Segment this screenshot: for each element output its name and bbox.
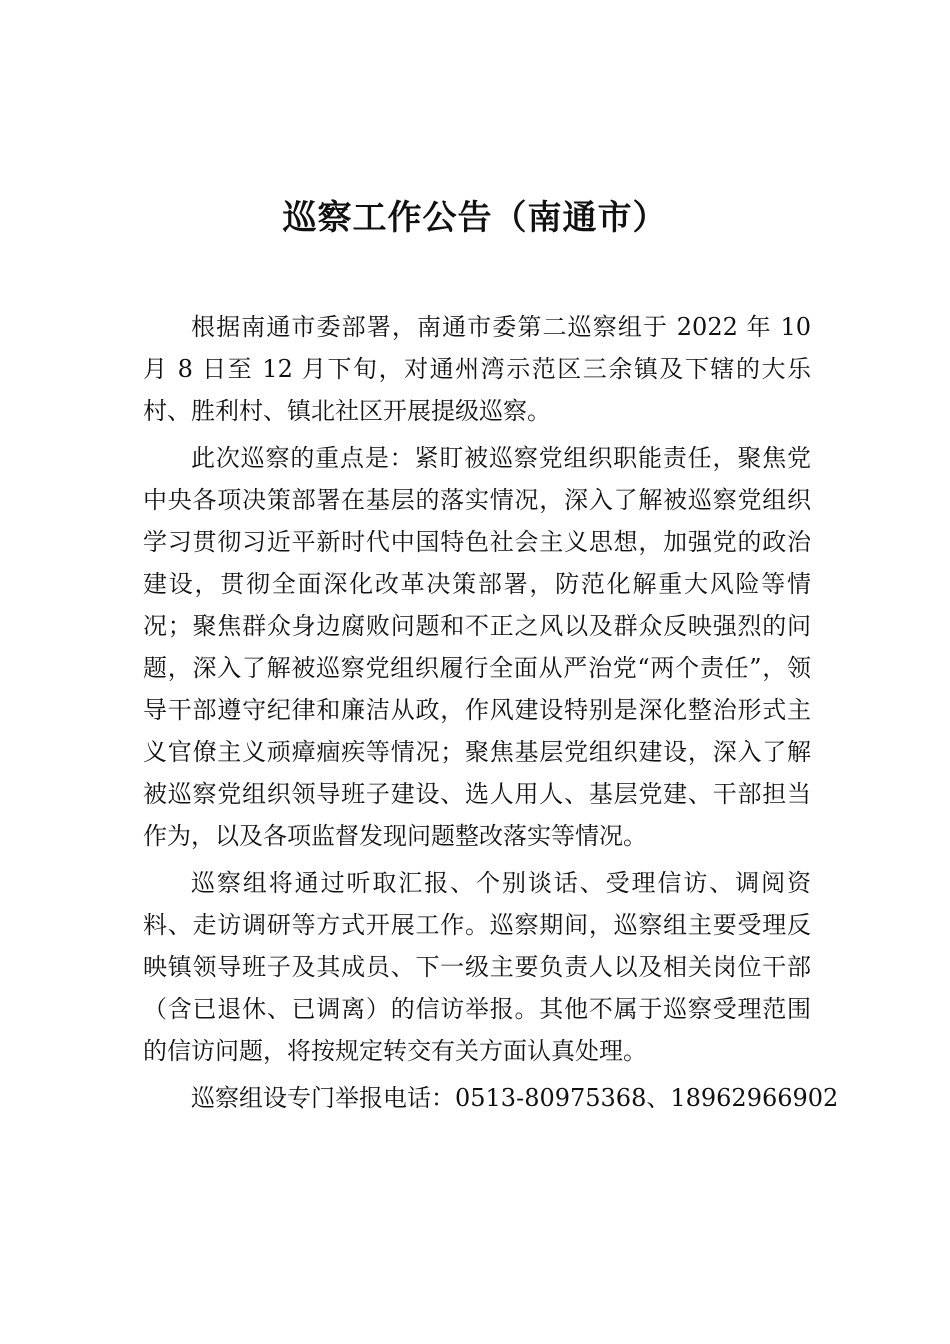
document-body bbox=[143, 306, 839, 1124]
paragraph-report-hotline bbox=[143, 1077, 839, 1119]
paragraph-inspection-schedule: 根据南通市委部署，南通市委第二巡察组于 2022 年 10 月 8 日至 12 月下旬，对通州湾示范区三余镇及下辖的大乐村、胜利村、镇北社区开展提级巡察。 bbox=[143, 313, 811, 425]
paragraph-inspection-focus: 此次巡察的重点是：紧盯被巡察党组织职能责任，聚焦党中央各项决策部署在基层的落实情况，深入了解被巡察党组织学习贯彻习近平新时代中国特色社会主义思想，加强党的政治建设，贯彻全面深化改革决策部署，防范化解重大风险等情况；聚焦群众身边腐败问题和不正之风以及群众反映强烈的问题，深入了解被巡察党组织履行全面从严治党“两个责任”，领导干部遵守纪律和廉洁从政，作风建设特别是深化整治形式主义官僚主义顽瘴痼疾等情况；聚焦基层党组织建设，深入了解被巡察党组织领导班子建设、选人用人、基层党建、干部担当作为，以及各项监督发现问题整改落实等情况。 bbox=[143, 444, 811, 850]
hotline-label: 巡察组设专门举报电话： bbox=[191, 1084, 455, 1112]
paragraph-working-methods: 巡察组将通过听取汇报、个别谈话、受理信访、调阅资料、走访调研等方式开展工作。巡察期间，巡察组主要受理反映镇领导班子及其成员、下一级主要负责人以及相关岗位干部（含已退休、已调离）的信访举报。其他不属于巡察受理范围的信访问题，将按规定转交有关方面认真处理。 bbox=[143, 869, 811, 1065]
hotline-numbers: 0513-80975368、18962966902 bbox=[455, 1084, 839, 1112]
document-title: 巡察工作公告（南通市） bbox=[282, 198, 668, 238]
